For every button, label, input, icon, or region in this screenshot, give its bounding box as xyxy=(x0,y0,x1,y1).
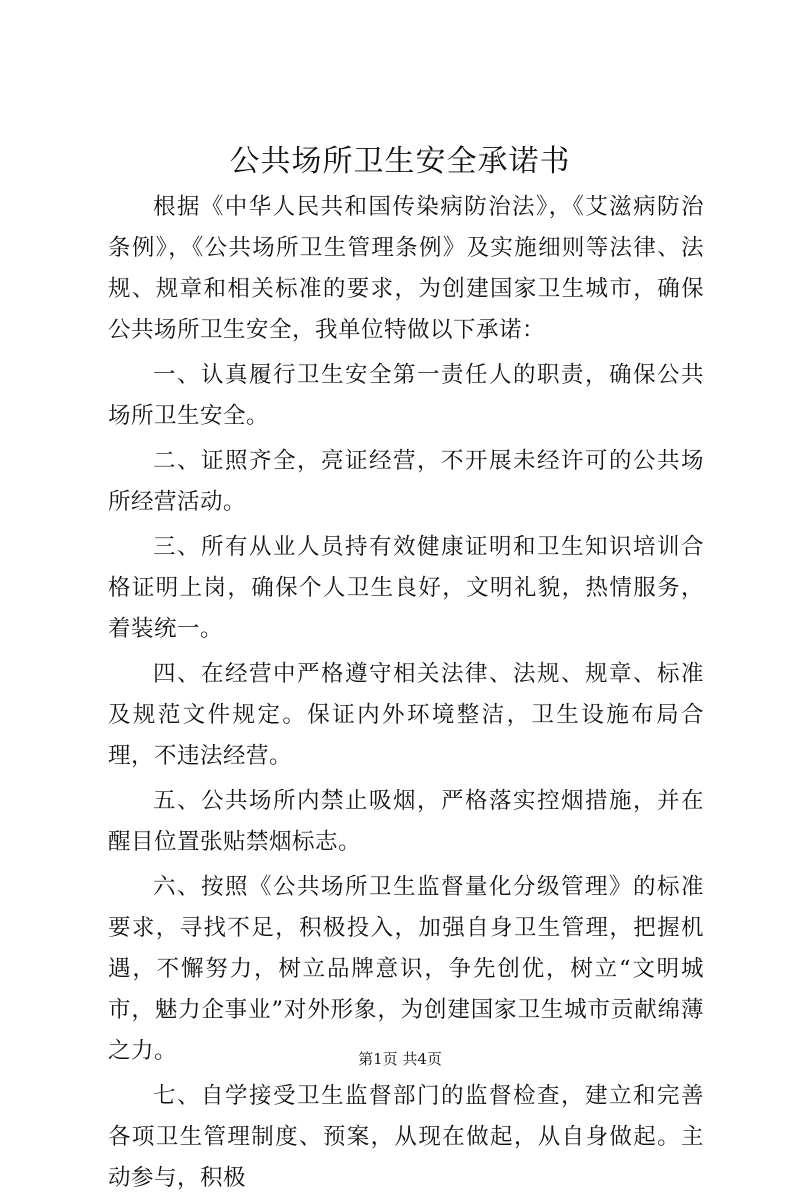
paragraph-item-2: 二、证照齐全，亮证经营，不开展未经许可的公共场所经营活动。 xyxy=(108,448,704,515)
document-title: 公共场所卫生安全承诺书 xyxy=(229,144,571,179)
paragraph-item-5: 五、公共场所内禁止吸烟，严格落实控烟措施，并在醒目位置张贴禁烟标志。 xyxy=(108,788,704,855)
page-footer: 第1页 共4页 xyxy=(358,1050,442,1068)
paragraph-intro: 根据《中华人民共和国传染病防治法》，《艾滋病防治条例》，《公共场所卫生管理条例》及实施细则等法律、法规、规章和相关标准的要求，为创建国家卫生城市，确保公共场所卫生安全，我单位特做以下承诺： xyxy=(108,194,704,343)
paragraph-item-4: 四、在经营中严格遵守相关法律、法规、规章、标准及规范文件规定。保证内外环境整洁，卫生设施布局合理，不违法经营。 xyxy=(108,661,704,769)
paragraph-item-1: 一、认真履行卫生安全第一责任人的职责，确保公共场所卫生安全。 xyxy=(108,362,704,429)
paragraph-item-3: 三、所有从业人员持有效健康证明和卫生知识培训合格证明上岗，确保个人卫生良好，文明礼貌，热情服务，着装统一。 xyxy=(108,534,704,642)
paragraph-item-6: 六、按照《公共场所卫生监督量化分级管理》的标准要求，寻找不足，积极投入，加强自身卫生管理，把握机遇，不懈努力，树立品牌意识，争先创优，树立“文明城市，魅力企事业”对外形象，为创建国家卫生城市贡献绵薄之力。 xyxy=(108,874,704,1064)
paragraph-item-7: 七、自学接受卫生监督部门的监督检查，建立和完善各项卫生管理制度、预案，从现在做起，从自身做起。主动参与，积极 xyxy=(108,1083,704,1191)
